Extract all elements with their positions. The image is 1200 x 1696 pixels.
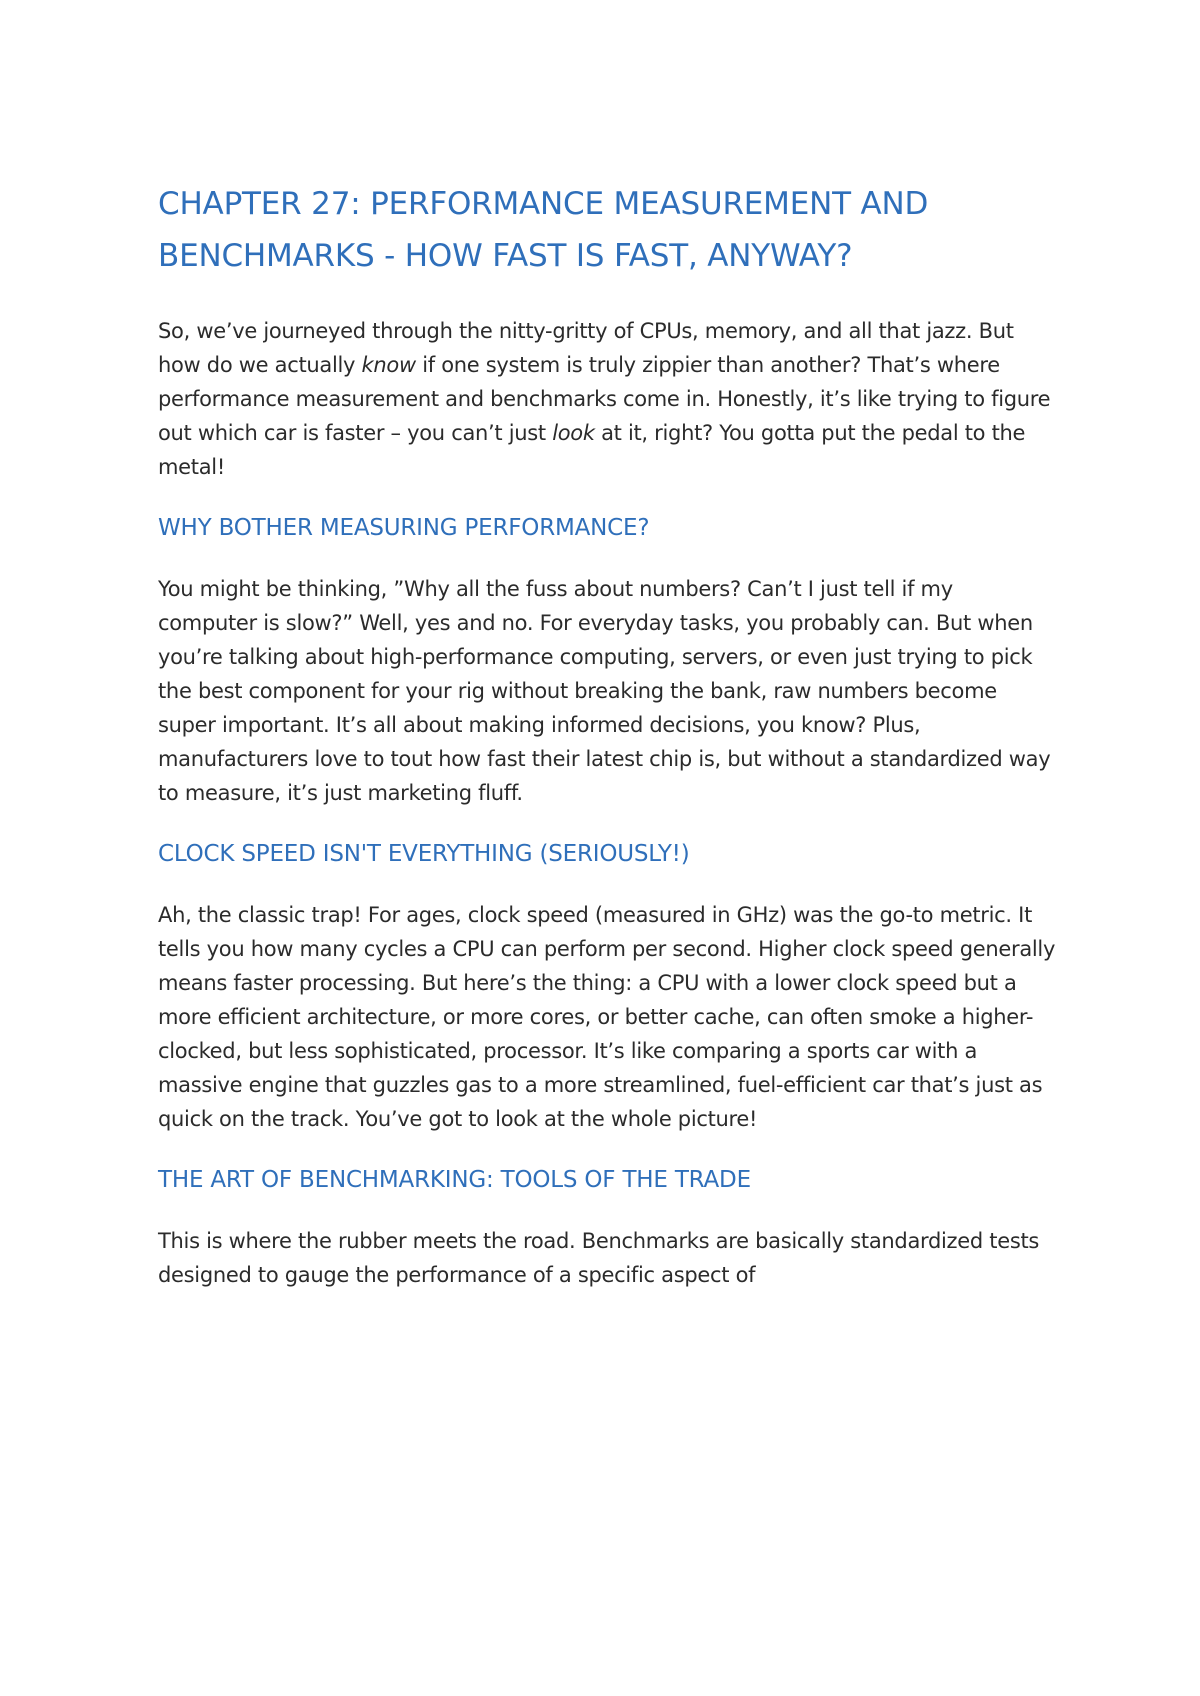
section-heading-why-measure: WHY BOTHER MEASURING PERFORMANCE? <box>158 515 650 541</box>
section-heading-clock-speed: CLOCK SPEED ISN'T EVERYTHING (SERIOUSLY!) <box>158 841 690 867</box>
section-body-benchmarking: This is where the rubber meets the road. Benchmarks are basically standardized tests designed to gauge the performance of a specific aspect of <box>158 1229 1040 1287</box>
section-body-why-measure: You might be thinking, ”Why all the fuss about numbers? Can’t I just tell if my computer is slow?” Well, yes and no. For everyday tasks, you probably can. But when you’re talking about high-performance computing, servers, or even just trying to pick the best component for your rig without breaking the bank, raw numbers become super important. It’s all about making informed decisions, you know? Plus, manufacturers love to tout how fast their latest chip is, but without a standardized way to measure, it’s just marketing fluff. <box>158 577 1051 805</box>
intro-emphasis-look: look <box>552 421 595 445</box>
intro-text-part-3: at it, right? You gotta put the pedal to the metal! <box>158 421 1026 479</box>
section-body-clock-speed: Ah, the classic trap! For ages, clock speed (measured in GHz) was the go-to metric. It tells you how many cycles a CPU can perform per second. Higher clock speed generally means faster processing. But here’s the thing: a CPU with a lower clock speed but a more efficient architecture, or more cores, or better cache, can often smoke a higher-clocked, but less sophisticated, processor. It’s like comparing a sports car with a massive engine that guzzles gas to a more streamlined, fuel-efficient car that’s just as quick on the track. You’ve got to look at the whole picture! <box>158 903 1056 1131</box>
intro-text-part-1: So, we’ve journeyed through the nitty-gritty of CPUs, memory, and all that jazz. But how do we actually <box>158 319 1014 377</box>
chapter-title: CHAPTER 27: PERFORMANCE MEASUREMENT AND BENCHMARKS - HOW FAST IS FAST, ANYWAY? <box>158 186 929 274</box>
section-heading-benchmarking: THE ART OF BENCHMARKING: TOOLS OF THE TRADE <box>158 1167 751 1193</box>
document-page <box>158 178 1058 1320</box>
intro-paragraph <box>158 314 1058 484</box>
intro-emphasis-know: know <box>361 353 416 377</box>
intro-text-part-2: if one system is truly zippier than another? That’s where performance measurement and benchmarks come in. Honestly, it’s like trying to figure out which car is faster – you can’t just <box>158 353 1051 445</box>
